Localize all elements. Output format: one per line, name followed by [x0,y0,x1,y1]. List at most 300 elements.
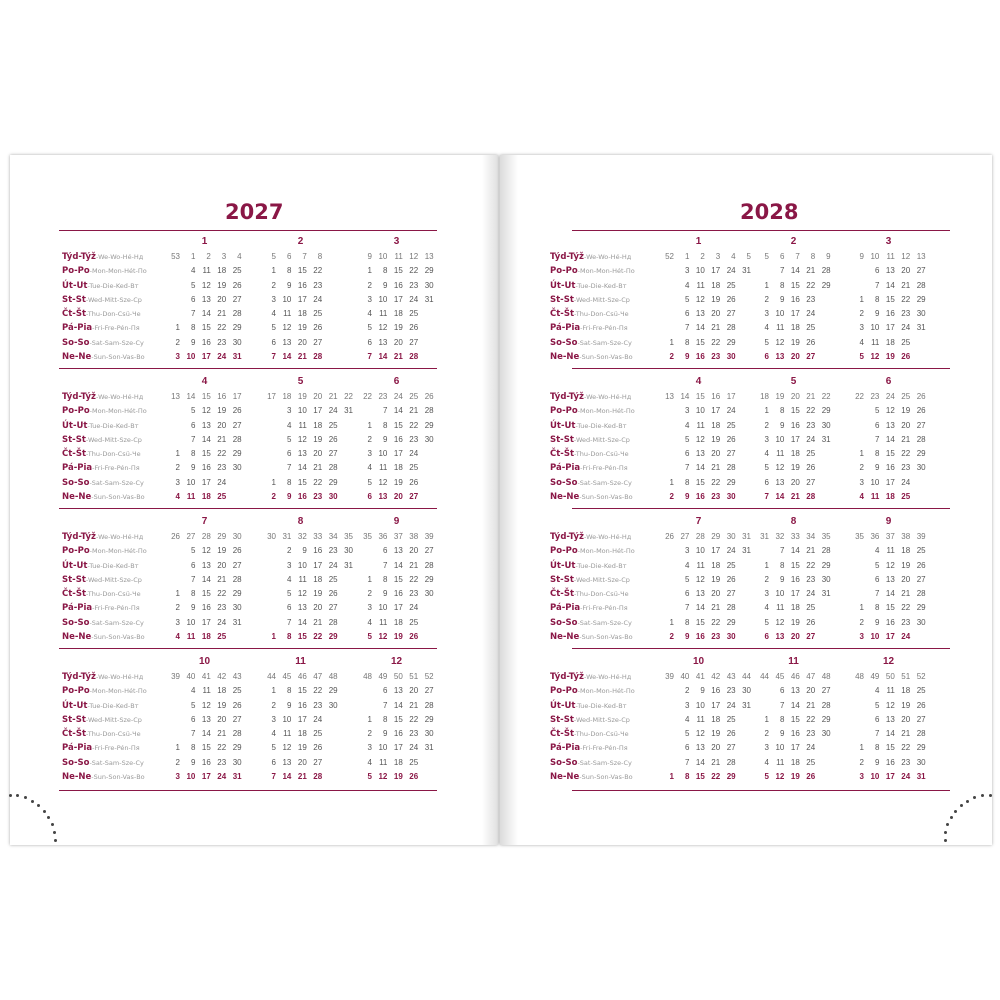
week-number: 33 [790,532,800,541]
day-date [850,433,864,447]
day-date: 4 [190,686,196,696]
sunday-date: 10 [186,771,196,781]
sunday-date: 27 [806,351,816,361]
weekday-label-other: -Tue-Die-Ked-Вт [87,561,139,570]
day-date: 20 [313,449,323,458]
sunday-date: 22 [711,771,721,781]
sunday-date: 31 [916,771,926,781]
day-date: 12 [885,406,895,416]
day-date: 26 [313,323,323,333]
day-date [817,461,831,475]
weekday-label-other: -Tue-Die-Ked-Вт [87,421,139,430]
day-date: 2 [859,463,864,473]
week-number: 22 [821,392,831,401]
sunday-date: 7 [271,351,276,361]
weekday-label-other: -Wed-Mitt-Sze-Ср [85,295,142,304]
day-date: 22 [217,449,227,458]
day-date: 22 [313,266,323,276]
day-date: 8 [382,266,388,276]
day-date: 12 [297,589,307,598]
day-date: 2 [271,280,276,290]
day-date [262,587,276,601]
day-date: 13 [378,337,388,347]
week-number: 21 [328,392,338,401]
day-date: 10 [775,589,785,598]
day-date: 24 [726,266,736,276]
month-title: 10 [198,656,211,667]
day-date: 14 [695,603,705,613]
day-date: 7 [874,589,880,598]
day-date: 4 [684,714,690,724]
day-date: 13 [775,477,785,487]
sunday-date: 4 [175,491,180,501]
weekday-label [62,601,140,615]
day-date: 5 [367,477,372,487]
day-date [660,601,674,615]
day-date: 15 [790,560,800,570]
day-date: 12 [201,700,211,710]
day-date: 27 [726,743,736,753]
decor-dot [960,804,963,807]
day-date: 5 [190,280,196,290]
day-date [324,293,338,307]
week-number: 7 [302,252,307,261]
weekday-label-other: -Thu-Don-Csü-Че [86,730,141,738]
day-date: 3 [367,449,372,458]
day-date: 24 [726,546,736,556]
day-date: 29 [821,560,831,570]
day-date: 13 [201,560,211,570]
sunday-date [339,490,353,504]
day-date: 22 [901,603,911,613]
day-date: 11 [379,309,388,318]
day-date: 28 [726,463,736,473]
week-number: 9 [859,252,864,261]
sunday-date: 11 [186,491,196,501]
day-date: 13 [282,337,292,347]
day-date: 27 [726,309,736,318]
day-date [817,756,831,770]
day-date: 4 [367,617,372,627]
weekday-label-cz: St-St [62,714,86,725]
sunday-date: 30 [726,631,736,641]
day-date: 19 [711,294,721,304]
sunday-date: 14 [775,491,785,501]
day-date [358,684,372,698]
day-date: 7 [684,757,690,767]
weekday-label-other: -Mon-Mon-Hét-По [577,267,635,276]
weekday-label [62,490,145,504]
day-date: 2 [175,463,180,473]
day-date [324,321,338,335]
sunday-date: 27 [409,491,419,501]
day-date: 28 [916,729,926,738]
day-date: 1 [367,574,372,584]
week-number: 48 [328,672,338,681]
day-date: 1 [859,603,864,613]
sunday-date [420,630,434,644]
weekday-label-cz: Týd-Týž [62,672,96,682]
day-date: 15 [885,449,895,458]
week-number: 46 [790,672,800,681]
day-date: 27 [916,714,926,724]
day-date: 14 [201,729,211,738]
day-date [737,559,751,573]
day-date: 21 [901,729,911,738]
day-date: 16 [885,617,895,627]
weekday-label [550,321,628,335]
day-date: 28 [821,700,831,710]
weekday-label [550,770,633,784]
day-date: 28 [232,309,242,318]
day-date: 25 [409,463,419,473]
weekday-label-cz: Út-Ut [62,420,88,431]
day-date: 16 [201,337,211,347]
sunday-date: 1 [669,771,674,781]
weekday-label [62,559,138,573]
day-date: 7 [190,309,196,318]
day-date [660,727,674,741]
week-number: 17 [267,392,276,401]
week-number: 52 [665,252,674,261]
sunday-date: 16 [695,351,705,361]
sunday-date: 1 [271,631,276,641]
day-date: 6 [271,337,276,347]
weekday-label [62,573,142,587]
day-date: 3 [367,743,372,753]
week-number: 3 [221,252,227,261]
day-date: 21 [313,463,323,473]
day-date: 28 [916,589,926,598]
day-date: 10 [297,560,307,570]
day-date: 20 [409,546,419,556]
weekday-label [550,616,632,630]
sunday-date: 14 [378,351,388,361]
weekday-label-cz: Pá-Pia [550,323,581,334]
week-number: 17 [726,392,736,401]
sunday-date: 7 [271,771,276,781]
sunday-date: 16 [695,491,705,501]
week-number: 15 [201,392,211,401]
decor-dot [954,810,957,813]
weekday-label [550,264,635,278]
divider-line [59,368,437,369]
day-date: 6 [874,714,880,724]
sunday-date: 17 [885,631,895,641]
week-number: 36 [378,532,388,541]
week-number: 14 [186,392,196,401]
week-number: 49 [870,672,880,681]
day-date: 9 [874,617,880,627]
day-date: 27 [328,449,338,458]
week-number: 17 [232,392,242,401]
day-date: 21 [901,280,911,290]
day-date: 16 [885,463,895,473]
sunday-date: 20 [790,351,800,361]
day-date: 12 [695,294,705,304]
week-number: 50 [393,672,403,681]
sunday-date: 17 [201,771,211,781]
day-date: 10 [378,603,388,613]
day-date: 24 [313,294,323,304]
day-date: 14 [393,700,403,710]
day-date: 9 [779,574,785,584]
weekday-label-other: -Sat-Sam-Sze-Сy [577,338,632,347]
week-number: 47 [313,672,323,681]
month-title: 12 [882,656,895,667]
week-number: 22 [344,392,353,401]
day-date: 26 [806,337,816,347]
sunday-date: 10 [186,351,196,361]
day-date [262,601,276,615]
day-date [166,264,180,278]
day-date: 15 [885,603,895,613]
day-date: 4 [286,420,292,430]
week-number: 30 [232,532,242,541]
day-date: 24 [409,743,419,753]
day-date: 12 [695,434,705,444]
week-number: 38 [901,532,911,541]
day-date: 18 [711,420,721,430]
day-date: 17 [393,743,403,753]
decor-dot [989,794,992,797]
week-number: 5 [764,252,769,261]
day-date: 31 [742,700,751,710]
day-date: 13 [885,574,895,584]
day-date: 26 [313,743,323,753]
day-date: 13 [885,714,895,724]
day-date: 27 [916,420,926,430]
month-title: 7 [695,516,702,527]
day-date: 24 [328,406,338,416]
day-date: 22 [711,337,721,347]
weekday-label-other: -Mon-Mon-Hét-По [89,267,147,276]
day-date: 3 [684,266,690,276]
weekday-label-cz: Ne-Ne [62,771,92,782]
day-date: 7 [382,700,388,710]
weekday-label-other: -Sat-Sam-Sze-Сy [89,478,144,487]
day-date: 8 [382,420,388,430]
day-date: 5 [271,743,276,753]
day-date: 18 [393,309,403,318]
sunday-date: 10 [870,631,880,641]
week-number: 13 [171,392,180,401]
day-date [339,587,353,601]
month-title: 2 [790,236,797,247]
day-date: 22 [806,714,816,724]
week-number: 36 [870,532,880,541]
sunday-date: 23 [711,631,721,641]
divider-line [59,648,437,649]
weekday-label-other: -Sat-Sam-Sze-Сy [89,618,144,627]
day-date [166,713,180,727]
day-date: 15 [790,714,800,724]
sunday-date [737,630,751,644]
day-date: 31 [821,589,831,598]
day-date [737,307,751,321]
day-date [166,559,180,573]
day-date [660,559,674,573]
day-date: 14 [201,309,211,318]
day-date: 14 [297,617,307,627]
sunday-date: 9 [684,631,690,641]
day-date: 1 [175,743,180,753]
day-date: 19 [901,406,911,416]
day-date: 10 [695,266,705,276]
sunday-date [228,630,242,644]
weekday-label [550,433,630,447]
sunday-date: 7 [764,491,769,501]
day-date: 1 [367,266,372,276]
day-date: 18 [901,546,911,556]
decor-dot [944,831,947,834]
day-date: 28 [328,463,338,473]
month-title: 5 [790,376,797,387]
day-date: 24 [806,434,816,444]
weekday-label-other: -Sun-Son-Vas-Во [91,632,145,641]
day-date: 19 [790,463,800,473]
day-date: 11 [202,266,211,276]
weekday-label-other: -Thu-Don-Csü-Че [574,450,629,458]
day-date: 31 [742,266,751,276]
day-date: 18 [297,309,307,318]
week-number: 3 [715,252,721,261]
weekday-label-cz: St-St [62,434,86,445]
divider-line [59,508,437,509]
day-date [755,699,769,713]
day-date: 2 [764,420,769,430]
day-date: 14 [695,463,705,473]
month-title: 2 [297,236,304,247]
sunday-date: 4 [175,631,180,641]
sunday-date [817,770,831,784]
day-date: 23 [726,686,736,696]
weekday-label-other: -Fri-Fre-Pén-Пя [92,744,140,753]
day-date [817,321,831,335]
weekday-label-cz: Pá-Pia [62,323,93,334]
day-date [166,727,180,741]
day-date: 9 [190,757,196,767]
day-date: 18 [393,463,403,473]
day-date: 28 [424,560,434,570]
day-date: 23 [901,757,911,767]
day-date: 11 [776,323,785,333]
day-date: 30 [916,309,926,318]
week-number: 43 [232,672,242,681]
weekday-label-cz: Týd-Týž [62,392,96,402]
day-date [660,321,674,335]
day-date: 11 [776,449,785,458]
day-date [660,699,674,713]
week-number: 2 [700,252,705,261]
day-date: 26 [328,434,338,444]
sunday-date: 2 [669,631,674,641]
day-date: 12 [201,546,211,556]
day-date: 16 [790,420,800,430]
week-number: 8 [317,252,323,261]
day-date: 12 [775,617,785,627]
day-date: 6 [367,337,372,347]
day-date: 24 [726,700,736,710]
weekday-label-cz: Čt-Št [62,729,87,739]
day-date: 19 [901,560,911,570]
day-date: 6 [271,757,276,767]
weekday-label [62,419,138,433]
day-date: 21 [806,546,816,556]
week-number: 39 [424,532,434,541]
week-number: 21 [806,392,816,401]
weekday-label [550,530,631,544]
day-date: 21 [901,434,911,444]
day-date: 30 [424,280,434,290]
sunday-date: 2 [271,491,276,501]
day-date: 22 [409,574,419,584]
day-date: 9 [302,546,307,556]
day-date [262,461,276,475]
day-date [166,419,180,433]
day-date: 22 [806,560,816,570]
day-date: 7 [382,406,388,416]
day-date: 27 [821,686,831,696]
day-date: 22 [313,477,323,487]
day-date: 22 [313,686,323,696]
day-date: 8 [286,686,292,696]
day-date: 1 [764,560,769,570]
day-date: 6 [190,294,196,304]
day-date: 27 [232,714,242,724]
day-date [660,713,674,727]
sunday-date [228,490,242,504]
day-date: 1 [859,294,864,304]
day-date: 23 [328,546,338,556]
day-date: 25 [806,757,816,767]
day-date: 19 [790,617,800,627]
weekday-label [62,727,141,741]
day-date: 2 [764,574,769,584]
sunday-date: 17 [885,771,895,781]
sunday-date: 15 [695,771,705,781]
day-date: 10 [870,477,880,487]
day-date: 16 [790,729,800,738]
day-date: 6 [874,266,880,276]
day-date: 6 [190,714,196,724]
weekday-label-other: -Sun-Son-Vas-Во [579,352,633,361]
sunday-date: 19 [393,771,403,781]
day-date: 1 [669,477,674,487]
day-date [737,727,751,741]
day-date [339,447,353,461]
sunday-date: 9 [684,351,690,361]
day-date: 1 [175,323,180,333]
month-title: 8 [790,516,797,527]
weekday-label-other: -We-Wo-Hé-Нд [583,253,632,261]
day-date: 19 [711,729,721,738]
day-date [817,307,831,321]
day-date: 28 [328,617,338,627]
sunday-date [420,490,434,504]
day-date: 23 [409,729,419,738]
day-date: 27 [726,449,736,458]
day-date: 17 [790,309,800,318]
day-date [817,447,831,461]
day-date: 9 [190,463,196,473]
day-date [737,293,751,307]
day-date: 4 [684,560,690,570]
day-date: 25 [409,309,419,318]
day-date: 26 [232,546,242,556]
sunday-date: 13 [775,631,785,641]
day-date: 24 [313,714,323,724]
